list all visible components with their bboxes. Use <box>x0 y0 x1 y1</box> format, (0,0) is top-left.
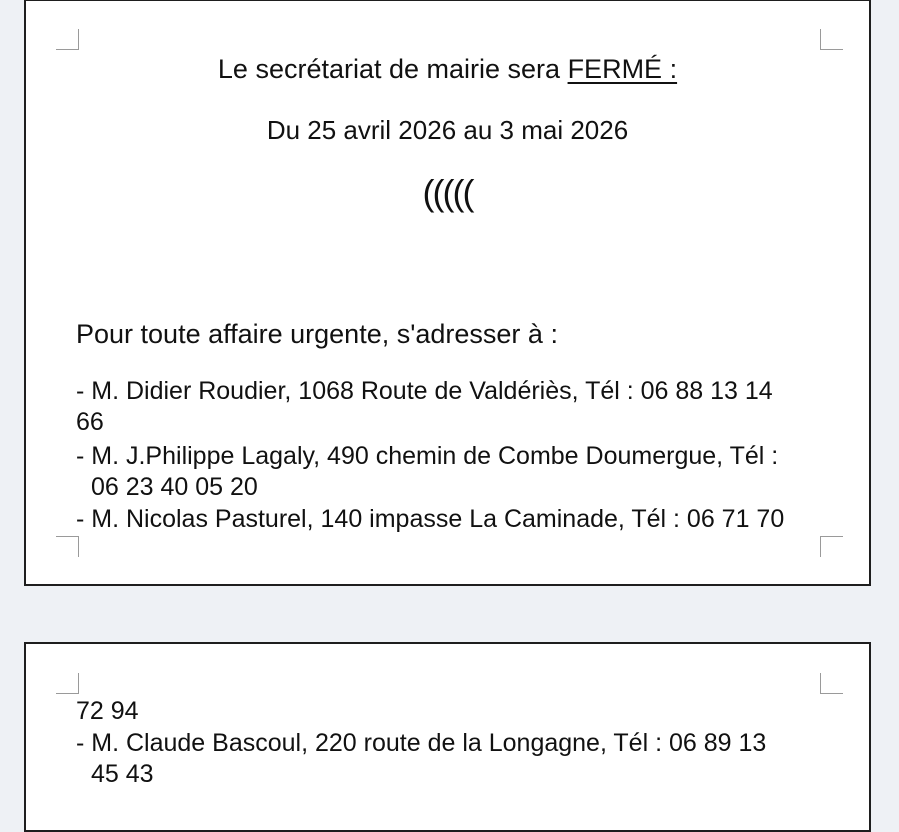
margin-mark-top-left <box>56 29 79 50</box>
margin-mark-top-left <box>56 673 79 694</box>
margin-mark-top-right <box>820 29 843 50</box>
contact-line: 06 23 40 05 20 <box>91 473 258 501</box>
urgent-heading: Pour toute affaire urgente, s'adresser à : <box>76 319 558 349</box>
notice-title <box>26 54 869 84</box>
closure-dates: Du 25 avril 2026 au 3 mai 2026 <box>266 115 629 145</box>
contact-line: 72 94 <box>76 697 139 725</box>
document-page-1 <box>24 0 871 586</box>
notice-title-prefix: Le secrétariat de mairie sera <box>217 54 568 84</box>
contact-line: - M. J.Philippe Lagaly, 490 chemin de Combe Doumergue, Tél : <box>76 442 779 470</box>
contact-line: - M. Claude Bascoul, 220 route de la Longagne, Tél : 06 89 13 <box>76 729 767 757</box>
contact-line: - M. Nicolas Pasturel, 140 impasse La Caminade, Tél : 06 71 70 <box>76 505 785 533</box>
margin-mark-bottom-left <box>56 536 79 557</box>
contact-line: 45 43 <box>91 760 154 788</box>
margin-mark-top-right <box>820 673 843 694</box>
decoration-text: ((((( <box>422 172 473 213</box>
margin-mark-bottom-right <box>820 536 843 557</box>
document-page-2 <box>24 642 871 832</box>
notice-title-closed: FERMÉ : <box>567 54 678 84</box>
contact-line: 66 <box>76 408 104 436</box>
contact-line: - M. Didier Roudier, 1068 Route de Valdériès, Tél : 06 88 13 14 <box>76 377 773 405</box>
